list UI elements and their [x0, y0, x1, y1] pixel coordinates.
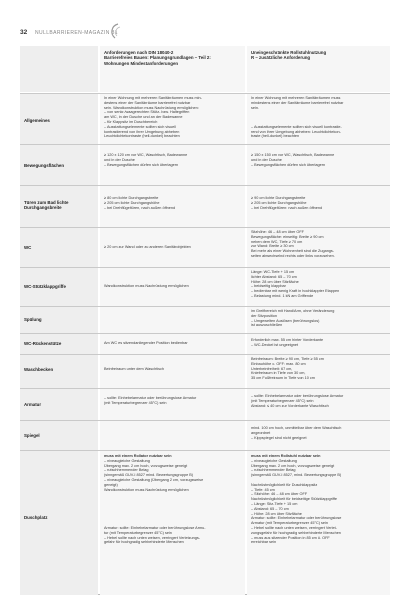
cell-line: traste (hell-dunkel) beachten	[251, 134, 300, 139]
cell-line: ≥ 205 cm lichte Durchgangshöhe	[104, 200, 160, 205]
right-cell	[247, 94, 390, 144]
cell-line: gefahr für hochgradig sehbehinderte Menschen	[104, 540, 184, 545]
left-cell	[100, 186, 245, 227]
right-cell	[247, 334, 390, 354]
cell-line: In einer Wohnung mit mehreren Sanitärräumen muss	[251, 96, 341, 100]
cell-line: zungsgefahr für hochgradig sehbehinderte Menschen	[251, 530, 341, 535]
cell-line: – beidseitig klappbar	[251, 284, 286, 289]
cell-line: – niveaugleiche Gestaltung	[104, 458, 150, 463]
cell-line: im Greifbereich mit Hand/Arm, ohne Veränderung	[251, 309, 335, 313]
cell-line: – Belastung mind. 1 kN am Griffende	[251, 293, 314, 298]
cell-line: – bei Drehflügeltüren, nach außen öffnend	[104, 205, 176, 210]
row-label: Allgemeines	[24, 118, 50, 123]
row-label: Duschplatz	[24, 515, 48, 520]
cell-line: Am WC es sitzendanliegender Position bedienbar	[104, 341, 188, 345]
page-header	[20, 27, 390, 41]
cell-line: ≥ 90 cm lichte Durchgangsbreite	[251, 196, 306, 200]
cell-line: zur Wand: Breite ≥ 30 cm	[251, 244, 294, 249]
cell-line: ≥ 150 x 150 cm vor WC, Waschtisch, Badewanne	[251, 153, 335, 157]
cell-line: Nachrüstmöglichkeit für beidseitige Stützklappgriffe	[251, 497, 338, 502]
cell-line: sein.	[251, 105, 260, 110]
cell-line: Höhe: 28 cm über Sitzfläche	[251, 279, 299, 284]
left-cell	[100, 355, 245, 388]
cell-line: und in der Dusche	[251, 157, 282, 162]
header-left-cell	[100, 46, 245, 92]
cell-line: muss mit einem Rollstuhl nutzbar sein	[251, 454, 321, 458]
comparison-table	[20, 46, 390, 595]
table-row	[20, 306, 390, 333]
cell-line: – niveaugleiche Gestaltung	[251, 458, 297, 463]
cell-line: Beinfreiraum: Breite ≥ 90 cm, Tiefe ≥ 55 cm	[251, 357, 324, 361]
cell-line: erreichbar sein	[251, 540, 277, 545]
cell-line: geneigt)	[104, 482, 118, 487]
cell-line: muss mit einem Rollator nutzbar sein	[104, 454, 172, 458]
left-cell	[100, 307, 245, 333]
row-label: Spiegel	[24, 433, 40, 438]
right-cell	[247, 389, 390, 420]
swoosh-logo	[108, 23, 122, 39]
row-label: WC	[24, 245, 32, 250]
cell-line: 35 cm Fußfreiraum in Tiefe von 10 cm	[251, 376, 315, 381]
right-cell	[247, 355, 390, 388]
row-label: Spülung	[24, 317, 42, 322]
cell-line: ≥ 80 cm lichte Durchgangsbreite	[104, 196, 159, 200]
cell-line: – WC-Deckel ist ungeeignet	[251, 342, 299, 347]
row-label-cell	[20, 94, 98, 144]
cell-line: und in der Dusche	[104, 157, 135, 162]
cell-line: – Tiefe: 45 cm	[251, 487, 275, 492]
table-row	[20, 267, 390, 306]
left-cell	[100, 421, 245, 450]
table-row	[20, 388, 390, 420]
table-row	[20, 333, 390, 354]
cell-line: ≥ 205 cm lichte Durchgangshöhe	[251, 200, 307, 205]
row-label-cell	[20, 355, 98, 388]
cell-line: Armatur (mit Temperaturbegrenzer 45°C) sein	[251, 521, 328, 526]
cell-line: rend von ihrer Umgebung abheben: Leuchtdichtekon-	[251, 129, 341, 134]
cell-line: – Kippspiegel sind nicht geeignet	[251, 435, 307, 440]
cell-line: Übergang max. 2 cm hoch, vorzugsweise geneigt	[251, 463, 335, 468]
cell-line: – Hebel sollte nach unten weisen, verringert Verletzungs-	[104, 535, 201, 540]
right-cell	[247, 451, 390, 595]
left-cell	[100, 389, 245, 420]
magazine-title: NULLBARRIEREN-MAGAZIN 31	[35, 30, 118, 36]
cell-line: – von senkr./waagerechten Stütz- bzw. Haltegriffen	[104, 110, 190, 115]
cell-line: sein. Wandkonstruktion muss Nachrüstung ermöglichen:	[104, 105, 199, 110]
cell-line: lichter Abstand: 65 – 70 cm	[251, 274, 297, 279]
cell-line: Abstand: ≤ 40 cm zur Vorderkante Waschtisch	[251, 403, 329, 408]
table-header-row	[20, 46, 390, 92]
cell-line: – bedienbar mit wenig Kraft in hochklappter Etappen	[251, 289, 340, 294]
row-label: Armatur	[24, 402, 42, 407]
cell-line: – rutschhemmender Belag	[251, 468, 296, 473]
cell-line: Einbauhöhe c. OFF: max. 80 cm	[251, 361, 306, 366]
cell-line: Bewegungsfläche: einseitig: Breite ≥ 90 cm	[251, 234, 324, 239]
row-label-cell	[20, 451, 98, 595]
row-label-cell	[20, 268, 98, 306]
cell-line: – sollte: Einhebelarmatur oder berührungslose Armatur	[251, 394, 344, 398]
right-cell	[247, 307, 390, 333]
cell-line: Wandkonstruktion muss Nachrüstung ermöglichen	[104, 284, 189, 288]
row-label: WC-Rückenstütze	[24, 341, 62, 346]
cell-line: Beinfreiraum unter dem Waschtisch	[104, 367, 164, 371]
cell-line: Wandkonstruktion muss Nachrüstung ermöglichen	[104, 487, 189, 492]
row-label-cell	[20, 307, 98, 333]
cell-line: Erforderlich max. 55 cm hinter Vorderkante	[251, 338, 324, 342]
cell-line: ≥ 120 x 120 cm vor WC, Waschtisch, Badewanne	[104, 153, 188, 157]
row-label: Waschbecken	[24, 367, 54, 372]
cell-line: – Umgewelten Auslösen (berührungslos)	[251, 318, 320, 323]
cell-line: – für Klappsitz im Duschbereich	[104, 119, 158, 124]
row-label-cell	[20, 421, 98, 450]
cell-line: – Länge: Sitz-Tiefe + 15 cm	[251, 501, 298, 506]
cell-line: angeordnet	[251, 430, 271, 435]
left-cell	[100, 228, 245, 267]
cell-line: (mit Temperaturbegrenzer 45°C) sein	[104, 400, 167, 405]
cell-line: (sinngemäß GUV-I 8527 mind. Bewertungsgruppe B)	[104, 473, 194, 478]
table-row	[20, 93, 390, 144]
right-cell	[247, 145, 390, 185]
table-row	[20, 450, 390, 595]
row-label: Bewegungsflächen	[24, 163, 65, 168]
right-cell	[247, 268, 390, 306]
left-cell	[100, 268, 245, 306]
cell-line: (mit Temperaturbegrenzer 45°C) sein	[251, 398, 314, 403]
row-label: Türen zum Bad lichte Durchgangsbreite	[24, 200, 69, 211]
row-label-cell	[20, 228, 98, 267]
cell-line: In einer Wohnung mit mehreren Sanitärräumen muss min-	[104, 96, 202, 100]
cell-line: – Ausstattungselemente sollten sich visuell kontrastie-	[251, 124, 342, 129]
table-row	[20, 185, 390, 227]
row-label-cell	[20, 389, 98, 420]
left-cell	[100, 94, 245, 144]
cell-line: Armatur: sollte: Einhebelarmatur oder berührungslose	[251, 516, 342, 521]
cell-line: – Ausstattungselemente sollten sich visuell	[104, 124, 176, 129]
cell-line: Nachrüstmöglichkeit für Duschklappsitz	[251, 482, 318, 487]
right-cell	[247, 421, 390, 450]
table-row	[20, 144, 390, 185]
cell-line: Länge: WC-Tiefe + 15 cm	[251, 270, 295, 274]
header-right-line: Uneingeschränkte Rollstuhlnutzung	[251, 50, 327, 55]
cell-line: seiten abwechselnd rechts oder links vorzusehen.	[251, 253, 335, 258]
cell-line: Leuchtdichtekontraste (hell-dunkel) beachten	[104, 134, 180, 139]
cell-line: kontrastierend von ihrer Umgebung abheben	[104, 129, 180, 134]
cell-line: Bei mehr als einer Wohnenheit sind die Zugangs-	[251, 249, 335, 254]
cell-line: – sollte: Einhebelarmatur oder berührungslose Armatur	[104, 396, 197, 400]
cell-line: Übergang max. 2 cm hoch, vorzugsweise geneigt	[104, 463, 188, 468]
cell-line: ist auszuschließen	[251, 323, 283, 328]
cell-line: – Höhe: 28 cm über Sitzfläche	[251, 511, 302, 516]
right-cell	[247, 228, 390, 267]
row-label-cell	[20, 334, 98, 354]
cell-line: – bei Drehflügeltüren: nach außen öffnend	[251, 205, 323, 210]
header-left-line: Anforderungen nach DIN 18040-2	[104, 50, 174, 55]
cell-line: neben dem WC, Tiefe ≥ 70 cm	[251, 239, 303, 244]
cell-line: Kniefreiraum in Tiefe von 30 cm,	[251, 371, 306, 376]
cell-line: – Sitzhöhe: 46 – 48 cm über OFF	[251, 492, 308, 497]
table-row	[20, 354, 390, 388]
table-row	[20, 420, 390, 450]
cell-line: (sinngemäß GUV-I 8527, mind. Bewertungsgruppe B)	[251, 473, 342, 478]
cell-line: – Bewegungsflächen dürfen sich überlagern	[251, 162, 326, 167]
header-left-line: Barrierefreies Bauen: Planungsgrundlagen – Teil 2:	[104, 55, 211, 61]
right-cell	[247, 186, 390, 227]
cell-line: – muss aus sitzender Position in 85 cm ü. OFF	[251, 535, 330, 540]
cell-line: ≥ 20 cm zur Wand oder zu anderen Sanitärobjekten	[104, 245, 191, 249]
cell-line: – Abstand: 65 – 70 cm	[251, 506, 289, 511]
cell-line: mind. 100 cm hoch, unmittelbar über dem Waschtisch	[251, 426, 342, 430]
left-cell	[100, 334, 245, 354]
cell-line: Unterbeinfreiheit: 67 cm,	[251, 366, 293, 371]
row-label: WC-Stützklappgriffe	[24, 284, 66, 289]
left-cell	[100, 451, 245, 595]
left-cell	[100, 145, 245, 185]
cell-line: Sitzhöhe: 46 – 48 cm über OFF	[251, 230, 304, 234]
cell-line: der Sitzposition	[251, 313, 277, 318]
cell-line: tur (mit Temperaturbegrenzer 45°C) sein	[104, 530, 172, 535]
header-left-line: Wohnungen Mindestanforderungen	[104, 60, 179, 66]
page-number: 32	[20, 29, 28, 36]
row-label-cell	[20, 186, 98, 227]
row-label-cell	[20, 145, 98, 185]
header-right-cell	[247, 46, 390, 92]
header-label-cell	[20, 46, 98, 92]
cell-line: destens einer der Sanitärräume barrierefrei nutzbar	[104, 100, 191, 105]
cell-line: – Bewegungsflächen dürfen sich überlagern	[104, 162, 179, 167]
cell-line: – niveaugleiche Gestaltung (Übergang 2 cm, vorzugsweise	[104, 477, 204, 482]
cell-line: – Hebel sollte nach unten weisen, verringert Verlet-	[251, 525, 337, 530]
cell-line: – rutschhemmender Belag	[104, 468, 149, 473]
header-right-line: R – zusätzliche Anforderung	[251, 55, 311, 61]
cell-line: am WC, in der Dusche und an der Badewanne	[104, 115, 183, 120]
cell-line: Armatur: sollte: Einhebelarmatur oder berührungslose Armu-	[104, 525, 206, 530]
table-row	[20, 227, 390, 267]
cell-line: mindestens einer der Sanitärräume barrierefrei nutzbar	[251, 100, 344, 105]
